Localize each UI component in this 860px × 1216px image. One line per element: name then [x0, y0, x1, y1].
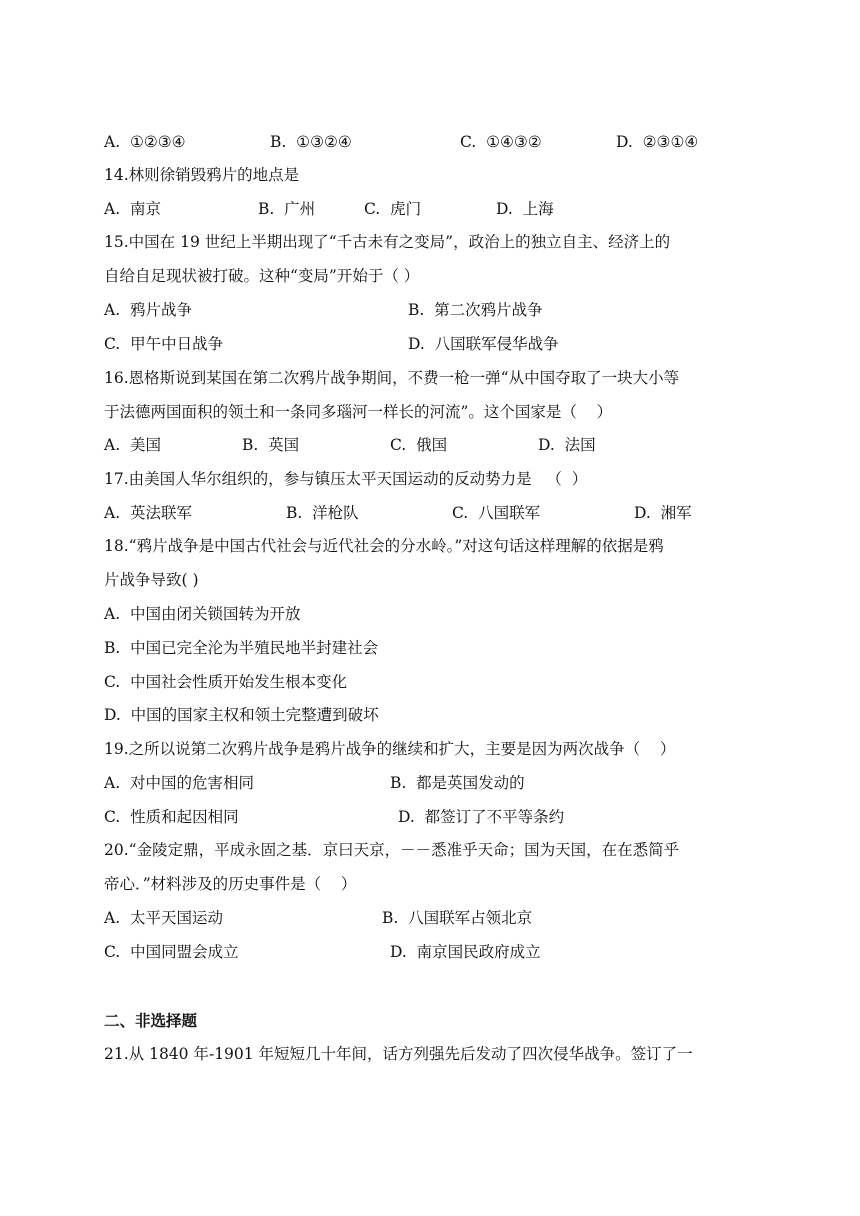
q20-option-c: C. 中国同盟会成立	[104, 943, 239, 961]
q17-option-b: B. 洋枪队	[286, 504, 359, 522]
q16-option-c: C. 俄国	[390, 436, 448, 454]
q18-option-a: A. 中国由闭关锁国转为开放	[104, 605, 301, 623]
q15-option-d: D. 八国联军侵华战争	[408, 335, 559, 353]
q17-option-c: C. 八国联军	[452, 504, 541, 522]
section-heading: 二、非选择题	[104, 1011, 198, 1030]
q17-option-a: A. 英法联军	[104, 504, 192, 522]
q19-stem: 19.之所以说第二次鸦片战争是鸦片战争的继续和扩大，主要是因为两次战争（ ）	[104, 740, 676, 758]
q19-option-d: D. 都签订了不平等条约	[398, 808, 565, 826]
q14-option-c: C. 虎门	[364, 200, 422, 218]
q13-option-b: B. ①③②④	[270, 133, 352, 151]
q18-option-c: C. 中国社会性质开始发生根本变化	[104, 673, 348, 691]
q16-option-d: D. 法国	[538, 436, 596, 454]
q19-option-c: C. 性质和起因相同	[104, 808, 239, 826]
q13-option-a: A. ①②③④	[104, 133, 186, 151]
q20-stem-line1: 20.“金陵定鼎，平成永固之基．京曰天京，－－悉准乎天命；国为天国，在在悉简乎	[104, 841, 680, 859]
q18-option-d: D. 中国的国家主权和领土完整遭到破坏	[104, 706, 379, 724]
q17-stem: 17.由美国人华尔组织的，参与镇压太平天国运动的反动势力是 （ ）	[104, 470, 588, 488]
q14-option-d: D. 上海	[496, 200, 554, 218]
q20-option-a: A. 太平天国运动	[104, 909, 223, 927]
q19-option-a: A. 对中国的危害相同	[104, 774, 254, 792]
q20-option-d: D. 南京国民政府成立	[390, 943, 541, 961]
q16-stem-line2: 于法德两国面积的领土和一条同多瑙河一样长的河流”。这个国家是（ ）	[104, 403, 613, 421]
q13-option-d: D. ②③①④	[616, 133, 699, 151]
q15-option-a: A. 鸦片战争	[104, 301, 192, 319]
q16-option-a: A. 美国	[104, 436, 161, 454]
q16-option-b: B. 英国	[242, 436, 300, 454]
q15-option-c: C. 甲午中日战争	[104, 335, 224, 353]
q16-stem-line1: 16.恩格斯说到某国在第二次鸦片战争期间，不费一枪一弹“从中国夺取了一块大小等	[104, 369, 680, 387]
q19-option-b: B. 都是英国发动的	[390, 774, 525, 792]
q20-stem-line2: 帝心．”材料涉及的历史事件是（ ）	[104, 875, 357, 893]
q17-option-d: D. 湘军	[634, 504, 692, 522]
q18-stem-line2: 片战争导致( )	[104, 571, 199, 589]
q13-option-c: C. ①④③②	[460, 133, 542, 151]
q15-stem-line1: 15.中国在 19 世纪上半期出现了“千古未有之变局”，政治上的独立自主、经济上的	[104, 233, 671, 251]
q14-option-b: B. 广州	[258, 200, 316, 218]
q20-option-b: B. 八国联军占领北京	[382, 909, 533, 927]
q18-stem-line1: 18.“鸦片战争是中国古代社会与近代社会的分水岭。”对这句话这样理解的依据是鸦	[104, 537, 664, 555]
q15-option-b: B. 第二次鸦片战争	[408, 301, 543, 319]
q15-stem-line2: 自给自足现状被打破。这种“变局”开始于（ ）	[104, 267, 420, 285]
q14-option-a: A. 南京	[104, 200, 161, 218]
q21-stem-line1: 21.从 1840 年-1901 年短短几十年间，话方列强先后发动了四次侵华战争。签订了一	[104, 1045, 693, 1063]
q14-stem: 14.林则徐销毁鸦片的地点是	[104, 166, 300, 184]
q18-option-b: B. 中国已完全沦为半殖民地半封建社会	[104, 639, 379, 657]
